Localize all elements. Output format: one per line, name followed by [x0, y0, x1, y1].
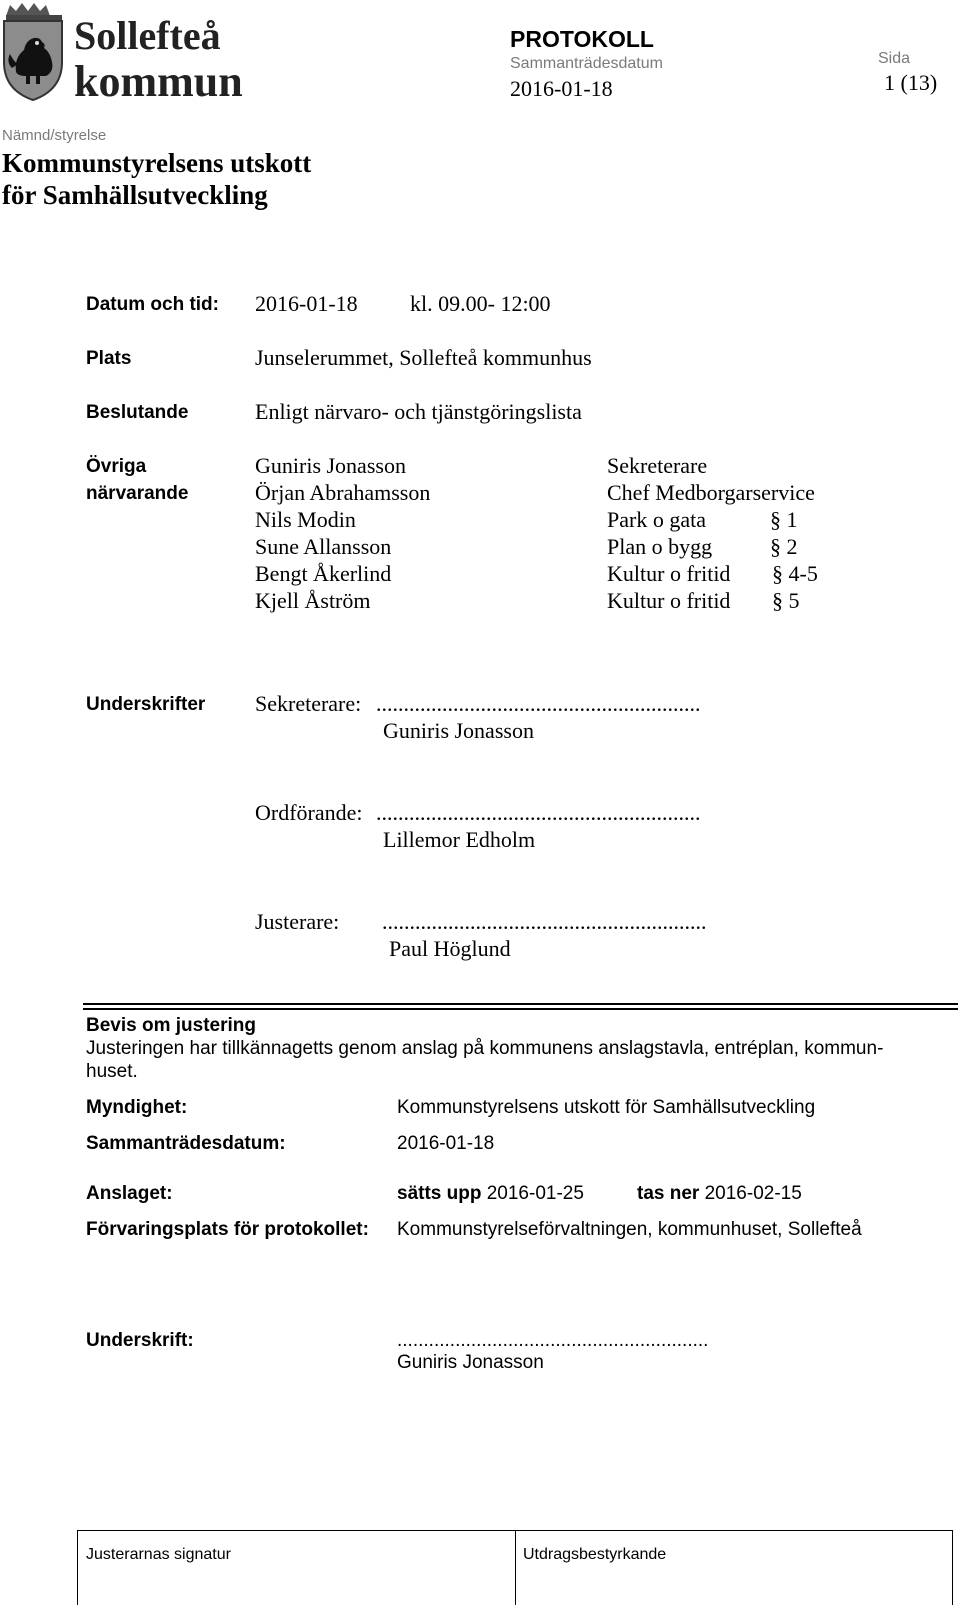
attendee-name: Örjan Abrahamsson: [255, 480, 431, 505]
board-name-line1: Kommunstyrelsens utskott: [2, 148, 312, 178]
attendee-name: Kjell Åström: [255, 588, 371, 613]
bevis-text-line2: huset.: [86, 1061, 138, 1082]
bevis-title: Bevis om justering: [86, 1015, 256, 1036]
others-label-line1: Övriga: [86, 456, 147, 477]
municipality-logo: [0, 2, 270, 102]
place-label: Plats: [86, 348, 132, 369]
posted-up: [397, 1183, 584, 1205]
deciding-value: Enligt närvaro- och tjänstgöringslista: [255, 399, 582, 424]
coat-of-arms-icon: [0, 2, 270, 102]
attendee-role: Plan o bygg: [607, 534, 713, 559]
page-label: Sida: [878, 50, 911, 67]
secretary-label: Sekreterare:: [255, 691, 362, 716]
divider: [83, 1008, 958, 1010]
posted-down: [637, 1183, 802, 1205]
posted-up-label: sätts upp: [397, 1183, 482, 1204]
authority-value: Kommunstyrelsens utskott för Samhällsutveckling: [397, 1097, 816, 1118]
svg-text:kommun: kommun: [74, 57, 243, 102]
adjuster-name: Paul Höglund: [389, 936, 511, 961]
document-type: PROTOKOLL: [510, 26, 654, 52]
posted-label: Anslaget:: [86, 1183, 173, 1204]
attendee-role: Kultur o fritid: [607, 561, 731, 586]
attendee-name: Guniris Jonasson: [255, 453, 406, 478]
page-number: 1 (13): [884, 70, 938, 95]
posted-up-date: 2016-01-25: [486, 1183, 584, 1204]
attendee-name: Nils Modin: [255, 507, 356, 532]
adjuster-signature-line: ...........................................................: [382, 909, 707, 934]
adjusters-signature-cell: Justerarnas signatur: [86, 1546, 231, 1563]
signatures-label: Underskrifter: [86, 694, 206, 715]
attendee-section: § 4-5: [772, 561, 818, 586]
date-label: Sammanträdesdatum: [510, 55, 663, 72]
attendee-role: Kultur o fritid: [607, 588, 731, 613]
attendee-role: Park o gata: [607, 507, 706, 532]
attendee-name: Sune Allansson: [255, 534, 392, 559]
attendee-section: § 1: [770, 507, 798, 532]
divider: [83, 1003, 958, 1005]
attendee-name: Bengt Åkerlind: [255, 561, 392, 586]
meeting-date-label: Sammanträdesdatum:: [86, 1133, 286, 1154]
meeting-date-header: 2016-01-18: [510, 76, 613, 101]
chair-label: Ordförande:: [255, 800, 363, 825]
extract-certification-cell: Utdragsbestyrkande: [523, 1546, 667, 1563]
storage-label: Förvaringsplats för protokollet:: [86, 1219, 369, 1240]
posted-down-label: tas ner: [637, 1183, 700, 1204]
attendee-section: § 5: [772, 588, 800, 613]
meeting-date-value: 2016-01-18: [397, 1133, 495, 1154]
secretary-signature-line: ...........................................................: [376, 691, 701, 716]
chair-signature-line: ...........................................................: [376, 800, 701, 825]
signature-line: ...........................................................: [397, 1330, 709, 1351]
datetime-date: 2016-01-18: [255, 291, 358, 316]
secretary-name: Guniris Jonasson: [383, 718, 534, 743]
datetime-label: Datum och tid:: [86, 294, 219, 315]
authority-label: Myndighet:: [86, 1097, 188, 1118]
attendee-role: Sekreterare: [607, 453, 708, 478]
others-label-line2: närvarande: [86, 483, 189, 504]
signature-box-divider: [515, 1530, 516, 1605]
posted-down-date: 2016-02-15: [704, 1183, 802, 1204]
storage-value: Kommunstyrelseförvaltningen, kommunhuset, Sollefteå: [397, 1219, 862, 1240]
bevis-text-line1: Justeringen har tillkännagetts genom anslag på kommunens anslagstavla, entréplan, kommun-: [86, 1038, 884, 1059]
adjuster-label: Justerare:: [255, 909, 340, 934]
board-label: Nämnd/styrelse: [2, 127, 107, 144]
signature-name: Guniris Jonasson: [397, 1352, 544, 1373]
chair-name: Lillemor Edholm: [383, 827, 536, 852]
signature-label: Underskrift:: [86, 1330, 194, 1351]
board-name-line2: för Samhällsutveckling: [2, 180, 268, 210]
datetime-time: kl. 09.00- 12:00: [410, 291, 551, 316]
attendee-role: Chef Medborgarservice: [607, 480, 815, 505]
place-value: Junselerummet, Sollefteå kommunhus: [255, 345, 592, 370]
deciding-label: Beslutande: [86, 402, 189, 423]
svg-text:Sollefteå: Sollefteå: [74, 13, 221, 58]
attendee-section: § 2: [770, 534, 798, 559]
